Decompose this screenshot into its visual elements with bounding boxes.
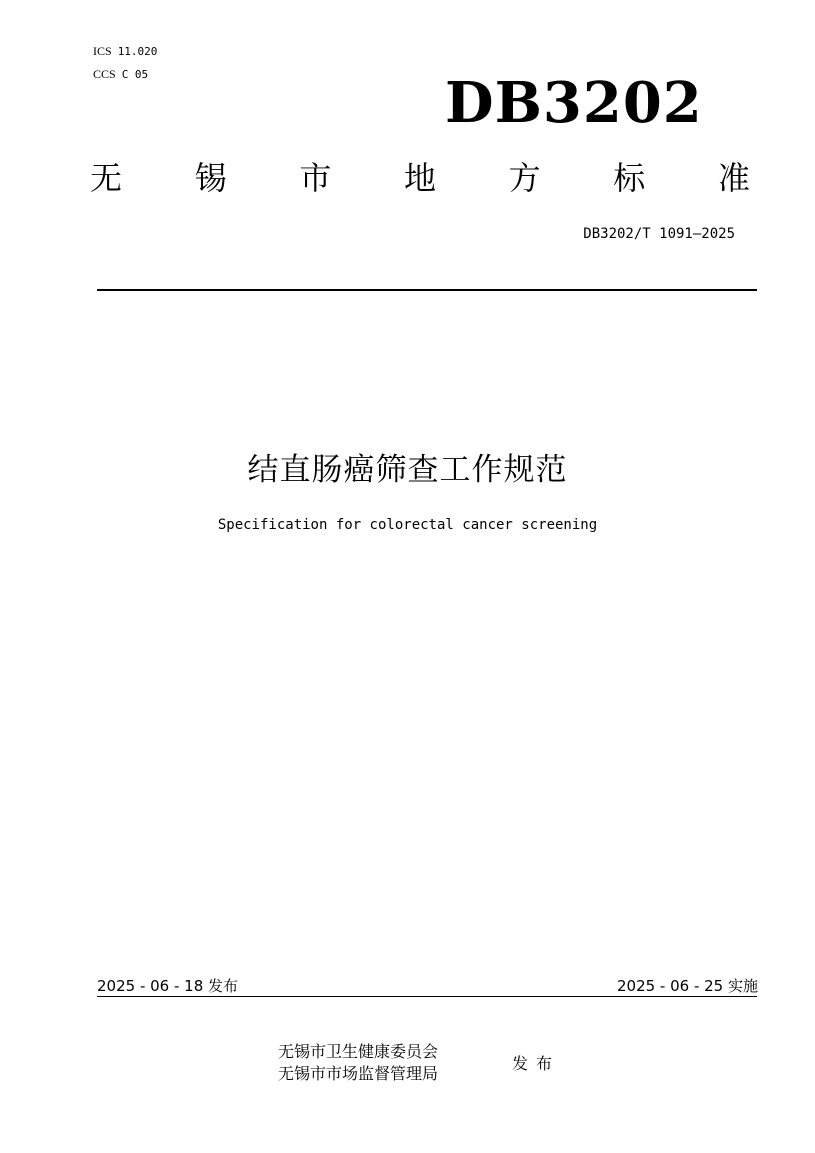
standard-type-char: 标	[613, 159, 646, 197]
bottom-divider	[97, 996, 757, 997]
issuing-organizations	[278, 1041, 438, 1085]
ics-label: ICS	[93, 44, 112, 58]
standard-type-char: 准	[717, 159, 750, 197]
db-code: DB3202	[445, 70, 703, 136]
publish-date: 2025 - 06 - 18 发布	[97, 977, 239, 995]
issuer-org: 无锡市卫生健康委员会	[278, 1042, 439, 1061]
standard-type-char: 地	[403, 159, 436, 197]
implement-date: 2025 - 06 - 25 实施	[616, 977, 758, 995]
ccs-label: CCS	[93, 67, 116, 81]
classification-codes	[93, 40, 157, 86]
standard-type-char: 无	[90, 159, 123, 197]
issuer-org: 无锡市市场监督管理局	[278, 1064, 439, 1083]
standard-type-char: 方	[508, 159, 541, 197]
standard-type-char: 锡	[194, 159, 227, 197]
document-title-english: Specification for colorectal cancer screening	[217, 517, 598, 533]
document-title: 结直肠癌筛查工作规范	[247, 452, 568, 488]
ccs-value: C 05	[121, 68, 149, 81]
top-divider	[97, 289, 757, 291]
standard-type	[90, 158, 750, 198]
issue-label: 发布	[512, 1054, 561, 1073]
ccs-line	[93, 63, 157, 86]
standard-number: DB3202/T 1091—2025	[583, 226, 735, 242]
standard-type-char: 市	[299, 159, 332, 197]
ics-value: 11.020	[117, 45, 158, 58]
ics-line	[93, 40, 157, 63]
